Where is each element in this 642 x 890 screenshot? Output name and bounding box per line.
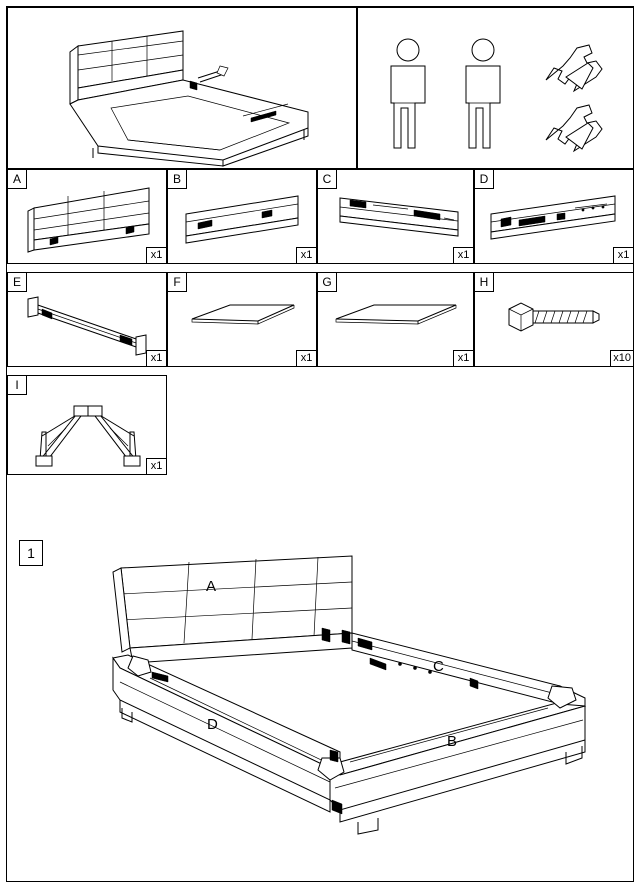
part-illustration-I bbox=[8, 376, 166, 474]
part-qty-E: x1 bbox=[146, 350, 166, 366]
person-icon-2 bbox=[466, 39, 500, 148]
part-cell-B bbox=[167, 169, 317, 264]
part-illustration-A bbox=[8, 170, 166, 263]
step-callout-A: A bbox=[206, 578, 217, 595]
part-qty-C: x1 bbox=[453, 247, 473, 263]
part-cell-F bbox=[167, 272, 317, 367]
step-callout-B: B bbox=[447, 733, 458, 750]
part-letter-H: H bbox=[475, 273, 494, 292]
part-qty-G: x1 bbox=[453, 350, 473, 366]
wrench-icon-2 bbox=[546, 105, 602, 151]
part-qty-I: x1 bbox=[146, 458, 166, 474]
part-illustration-C bbox=[318, 170, 473, 263]
bracket-right bbox=[88, 406, 140, 466]
part-qty-A: x1 bbox=[146, 247, 166, 263]
part-cell-C bbox=[317, 169, 474, 264]
part-letter-B: B bbox=[168, 170, 187, 189]
part-illustration-D bbox=[475, 170, 633, 263]
part-letter-D: D bbox=[475, 170, 494, 189]
part-illustration-E bbox=[8, 273, 166, 366]
part-letter-I: I bbox=[8, 376, 27, 395]
part-qty-F: x1 bbox=[296, 350, 316, 366]
part-illustration-G bbox=[318, 273, 473, 366]
part-qty-H: x10 bbox=[610, 350, 633, 366]
part-illustration-B bbox=[168, 170, 316, 263]
panel-assembly-requirements bbox=[357, 7, 634, 169]
step-number-1: 1 bbox=[19, 540, 43, 566]
person-icon-1 bbox=[391, 39, 425, 148]
part-letter-A: A bbox=[8, 170, 27, 189]
part-illustration-F bbox=[168, 273, 316, 366]
part-qty-D: x1 bbox=[613, 247, 633, 263]
part-cell-E bbox=[7, 272, 167, 367]
part-qty-B: x1 bbox=[296, 247, 316, 263]
part-letter-G: G bbox=[318, 273, 337, 292]
part-letter-E: E bbox=[8, 273, 27, 292]
bracket-left bbox=[36, 406, 88, 466]
part-cell-I bbox=[7, 375, 167, 475]
part-cell-A bbox=[7, 169, 167, 264]
step-callout-C: C bbox=[433, 658, 444, 675]
part-letter-C: C bbox=[318, 170, 337, 189]
part-cell-G bbox=[317, 272, 474, 367]
bed-overview-illustration bbox=[8, 8, 356, 168]
part-letter-F: F bbox=[168, 273, 187, 292]
part-cell-D bbox=[474, 169, 634, 264]
requirements-illustration bbox=[358, 8, 633, 168]
step-callout-D: D bbox=[207, 716, 218, 733]
step-1-illustration bbox=[0, 500, 642, 880]
panel-assembled-bed-overview bbox=[7, 7, 357, 169]
wrench-icon-1 bbox=[546, 45, 602, 91]
part-cell-H bbox=[474, 272, 634, 367]
